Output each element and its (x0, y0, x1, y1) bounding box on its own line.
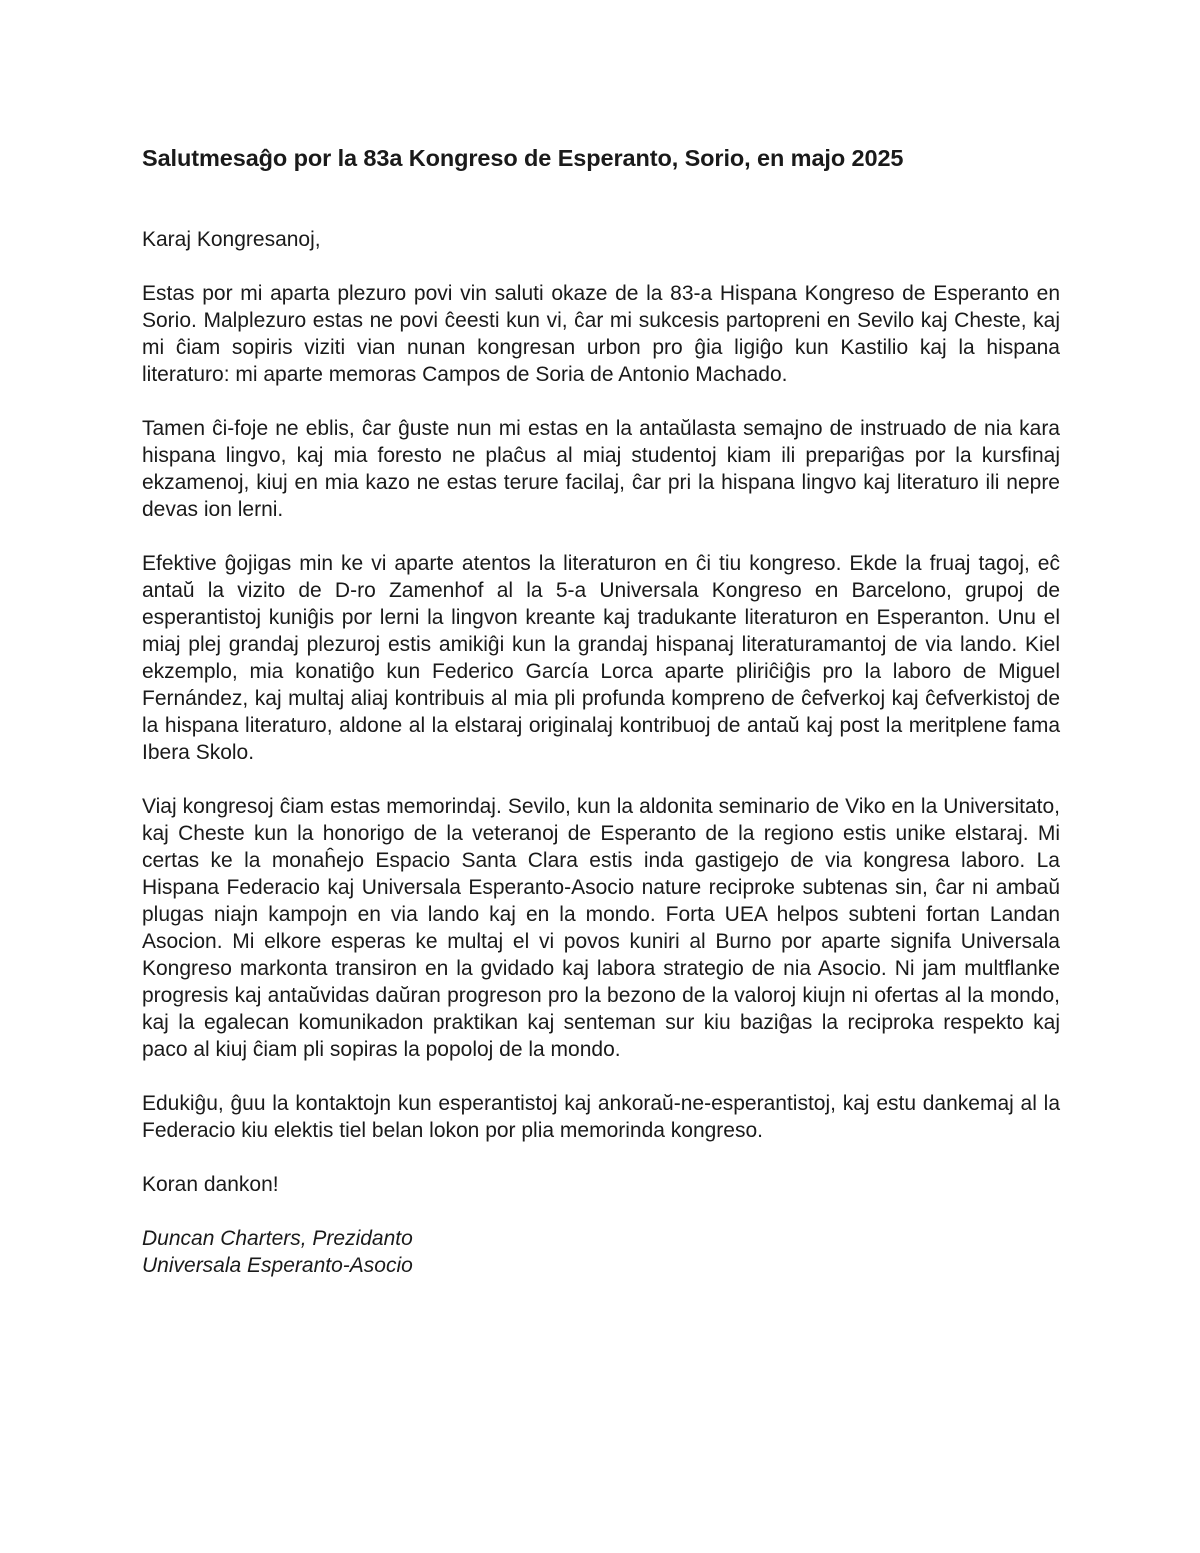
letter-paragraph-1: Estas por mi aparta plezuro povi vin saluti okaze de la 83-a Hispana Kongreso de Esperanto en Sorio. Malplezuro estas ne povi ĉeesti kun vi, ĉar mi sukcesis partopreni en Sevilo kaj Cheste, kaj mi ĉiam sopiris viziti vian nunan kongresan urbon pro ĝia ligiĝo kun Kastilio kaj la hispana literaturo: mi aparte memoras Campos de Soria de Antonio Machado. (142, 282, 1060, 386)
letter-paragraph-3: Efektive ĝojigas min ke vi aparte atentos la literaturon en ĉi tiu kongreso. Ekde la fruaj tagoj, eĉ antaŭ la vizito de D-ro Zamenhof al la 5-a Universala Kongreso en Barcelono, grupoj de esperantistoj kuniĝis por lerni la lingvon kreante kaj tradukante literaturon en Esperanton. Unu el miaj plej grandaj plezuroj estis amikiĝi kun la grandaj hispanaj literaturamantoj de via lando. Kiel ekzemplo, mia konatiĝo kun Federico García Lorca aparte pliriĉiĝis pro la laboro de Miguel Fernández, kaj multaj aliaj kontribuis al mia pli profunda kompreno de ĉefverkoj kaj ĉefverkistoj de la hispana literaturo, aldone al la elstaraj originalaj kontribuoj de antaŭ kaj post la meritplene fama Ibera Skolo. (142, 552, 1060, 764)
letter-title: Salutmesaĝo por la 83a Kongreso de Esperanto, Sorio, en majo 2025 (142, 145, 904, 171)
signature-block (142, 1225, 1060, 1279)
signature-organization: Universala Esperanto-Asocio (142, 1254, 413, 1277)
signature-name: Duncan Charters, Prezidanto (142, 1227, 413, 1250)
letter-greeting: Karaj Kongresanoj, (142, 228, 321, 251)
letter-paragraph-2: Tamen ĉi-foje ne eblis, ĉar ĝuste nun mi estas en la antaŭlasta semajno de instruado de nia kara hispana lingvo, kaj mia foresto ne plaĉus al miaj studentoj kiam ili prepariĝas por la kursfinaj ekzamenoj, kiuj en mia kazo ne estas terure facilaj, ĉar pri la hispana lingvo kaj literaturo ili nepre devas ion lerni. (142, 417, 1060, 521)
letter-paragraph-5: Edukiĝu, ĝuu la kontaktojn kun esperantistoj kaj ankoraŭ-ne-esperantistoj, kaj estu dankemaj al la Federacio kiu elektis tiel belan lokon por plia memorinda kongreso. (142, 1092, 1060, 1142)
letter-page (142, 140, 1060, 1279)
letter-paragraph-4: Viaj kongresoj ĉiam estas memorindaj. Sevilo, kun la aldonita seminario de Viko en la Universitato, kaj Cheste kun la honorigo de la veteranoj de Esperanto de la regiono estis unike elstaraj. Mi certas ke la monaĥejo Espacio Santa Clara estis inda gastigejo de via kongresa laboro. La Hispana Federacio kaj Universala Esperanto-Asocio nature reciproke subtenas sin, ĉar ni ambaŭ plugas niajn kampojn en via lando kaj en la mondo. Forta UEA helpos subteni fortan Landan Asocion. Mi elkore esperas ke multaj el vi povos kuniri al Burno por aparte signifa Universala Kongreso markonta transiron en la gvidado kaj labora strategio de nia Asocio. Ni jam multflanke progresis kaj antaŭvidas daŭran progreson pro la bezono de la valoroj kiujn ni ofertas al la mondo, kaj la egalecan komunikadon praktikan kaj senteman sur kiu baziĝas la reciproka respekto kaj paco al kiuj ĉiam pli sopiras la popoloj de la mondo. (142, 795, 1060, 1061)
letter-closing: Koran dankon! (142, 1173, 279, 1196)
